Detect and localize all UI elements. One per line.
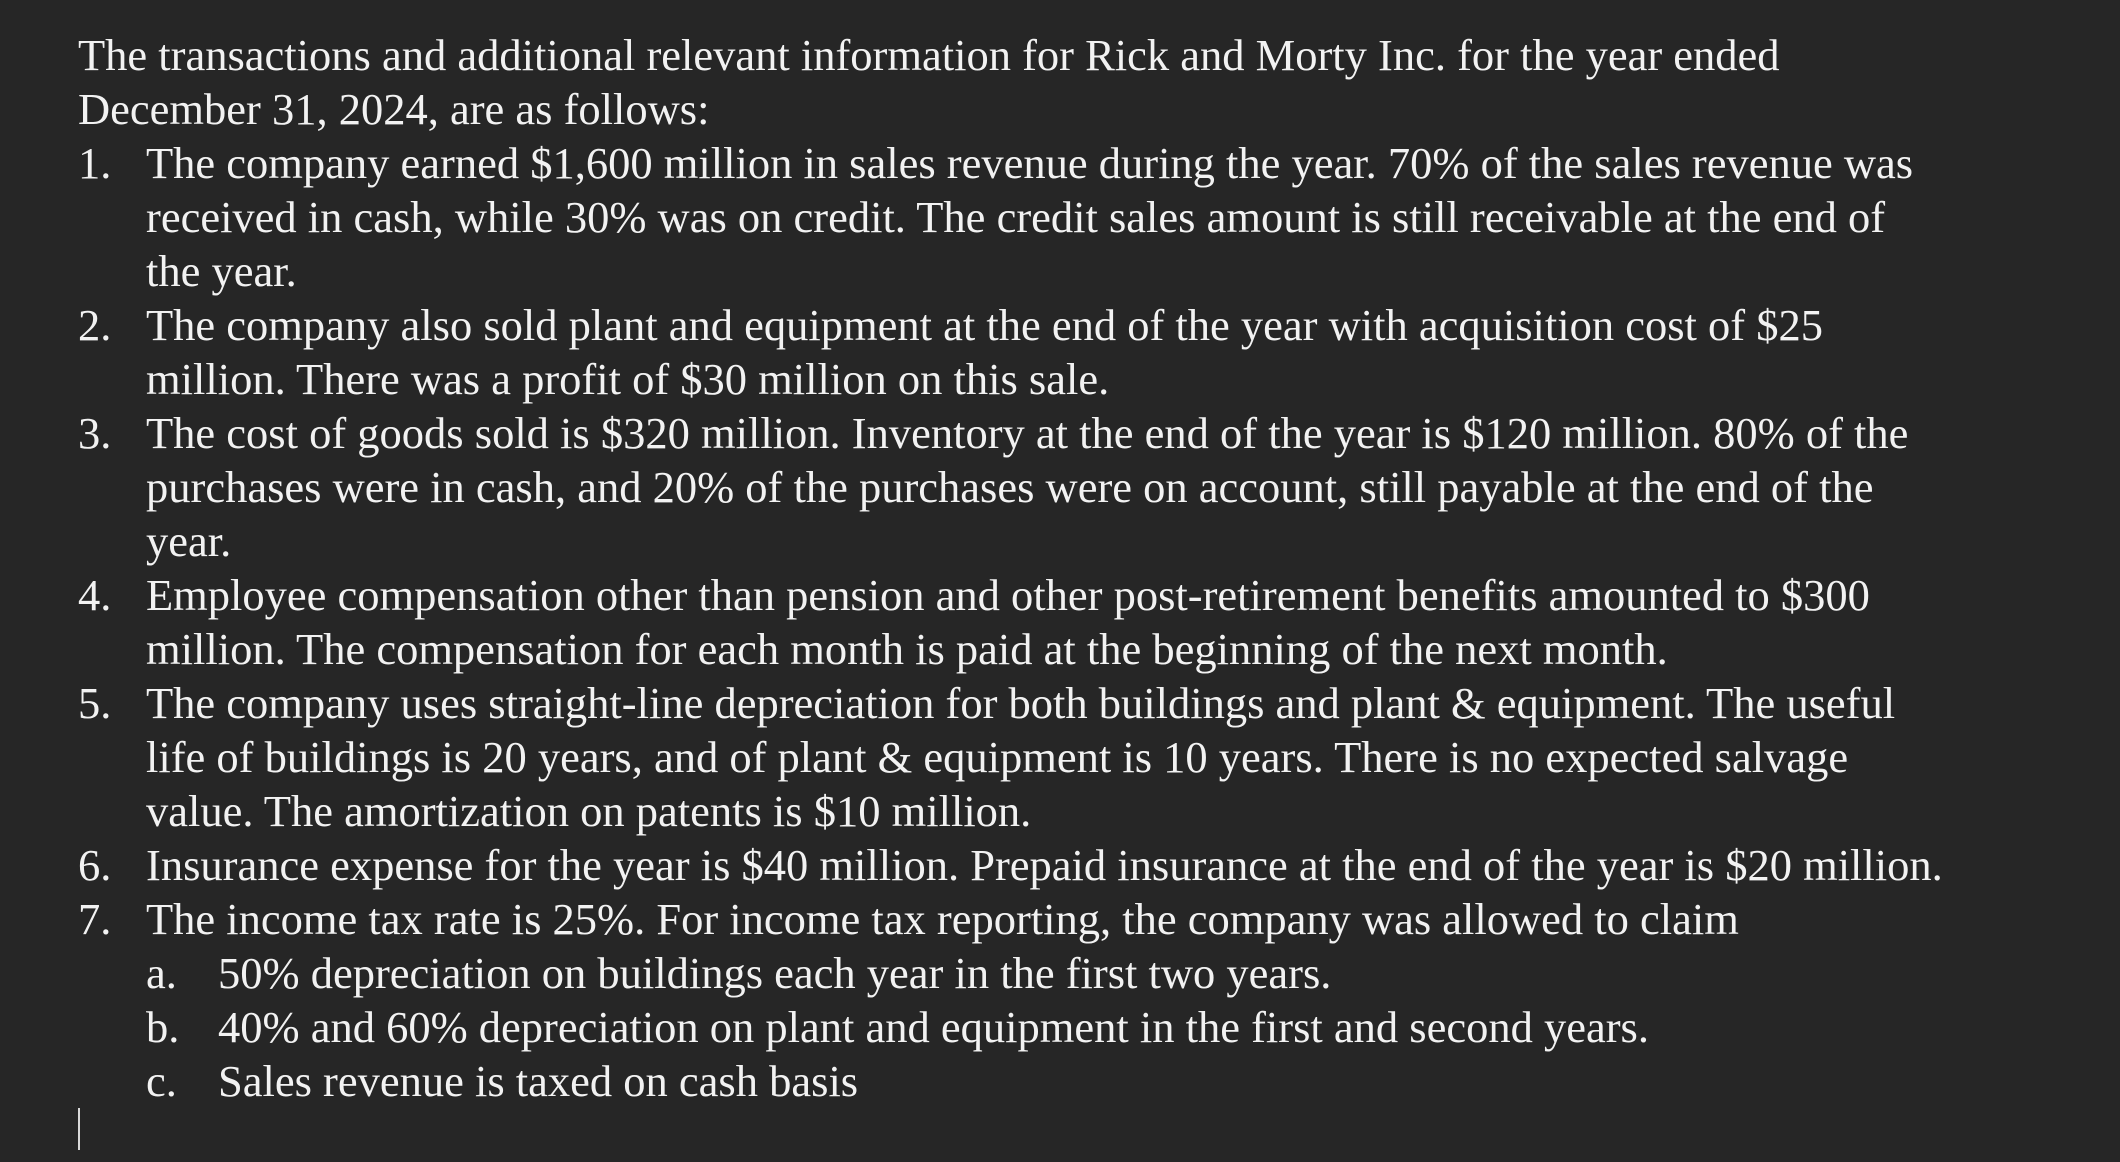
list-number: 4. [78,570,112,620]
list-item-text: The company earned $1,600 million in sales revenue during the year. 70% of the sales revenue was received in cash, while 30% was on credit. The credit sales amount is still receivable at the end of the year. [146,138,1914,296]
sublist-item-text: 50% depreciation on buildings each year in the first two years. [218,948,1332,998]
numbered-list [78,136,2078,1162]
list-number: 6. [78,840,112,890]
sublist-item-text: 40% and 60% depreciation on plant and equipment in the first and second years. [218,1002,1649,1052]
list-item-5 [78,676,2078,838]
list-number: 3. [78,408,112,458]
sublist-item-a [146,946,2078,1000]
list-item-2 [78,298,2078,406]
list-number: 2. [78,300,112,350]
list-number: 7. [78,894,112,944]
sublist-letter: b. [146,1002,180,1052]
list-item-text: The cost of goods sold is $320 million. Inventory at the end of the year is $120 million. 80% of the purchases were in cash, and 20% of the purchases were on account, still payable at the end of the year. [146,408,1909,566]
text-cursor[interactable] [78,1108,80,1150]
list-item-6 [78,838,2078,892]
intro-paragraph: The transactions and additional relevant information for Rick and Morty Inc. for the year ended December 31, 2024, are as follows: [78,30,1780,134]
list-item-7 [78,892,2078,1162]
list-item-text: Insurance expense for the year is $40 million. Prepaid insurance at the end of the year is $20 million. [146,840,1943,890]
list-item-text: The company uses straight-line depreciation for both buildings and plant & equipment. The useful life of buildings is 20 years, and of plant & equipment is 10 years. There is no expected salvage value. The amortization on patents is $10 million. [146,678,1896,836]
lettered-sublist [146,946,2078,1108]
sublist-item-text: Sales revenue is taxed on cash basis [218,1056,859,1106]
list-item-1 [78,136,2078,298]
sublist-item-c [146,1054,2078,1108]
sublist-letter: a. [146,948,177,998]
list-item-3 [78,406,2078,568]
document-body [78,28,2078,1162]
list-number: 1. [78,138,112,188]
list-item-text: The company also sold plant and equipment at the end of the year with acquisition cost of $25 million. There was a profit of $30 million on this sale. [146,300,1823,404]
sublist-letter: c. [146,1056,177,1106]
list-item-4 [78,568,2078,676]
list-item-text: Employee compensation other than pension and other post-retirement benefits amounted to $300 million. The compensation for each month is paid at the beginning of the next month. [146,570,1870,674]
list-item-text: The income tax rate is 25%. For income tax reporting, the company was allowed to claim [146,894,1739,944]
sublist-item-b [146,1000,2078,1054]
list-number: 5. [78,678,112,728]
